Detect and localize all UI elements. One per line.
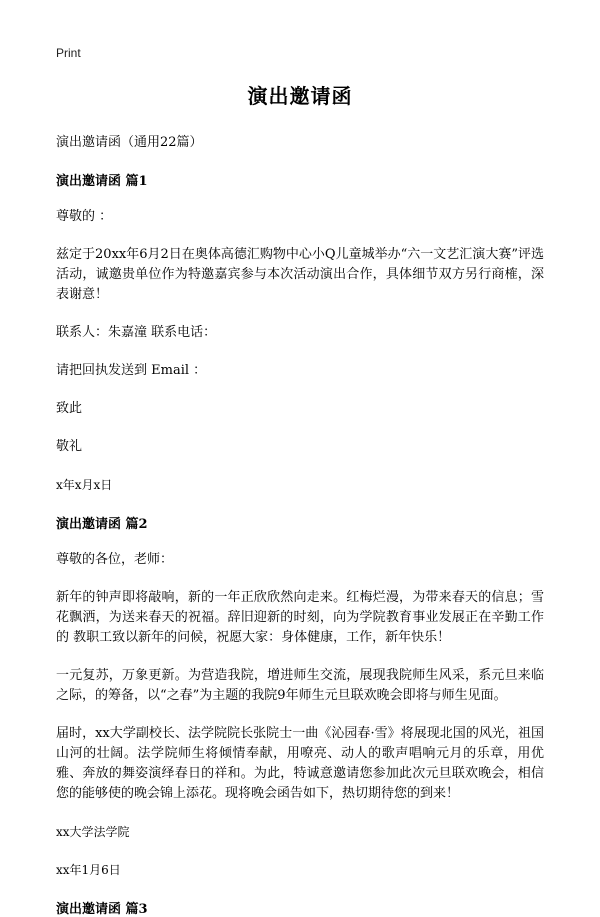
salutation-2: 尊敬的各位，老师： bbox=[56, 552, 174, 567]
body-paragraph-2: 新年的钟声即将敲响，新的一年正欣欣然向走来。红梅烂漫，为带来春天的信息；雪花飘洒，为送来春天的祝福。辞旧迎新的时刻，向为学院教育事业发展正在辛勤工作的 教职工致以新年的问候，祝愿大家：身体健康，工作，新年快乐！ bbox=[56, 590, 544, 645]
signature-line: xx大学法学院 bbox=[56, 825, 130, 839]
print-link[interactable]: Print bbox=[56, 46, 81, 60]
section-heading-3: 演出邀请函 篇3 bbox=[56, 902, 148, 917]
document-subtitle: 演出邀请函（通用22篇） bbox=[56, 135, 203, 150]
section-heading-1: 演出邀请函 篇1 bbox=[56, 174, 148, 189]
closing-line-2: 敬礼 bbox=[56, 439, 83, 454]
body-paragraph-3: 一元复苏，万象更新。为营造我院，增进师生交流，展现我院师生风采，系元旦来临之际，的筹备，以“之春”为主题的我院9年师生元旦联欢晚会即将与师生见面。 bbox=[56, 668, 544, 703]
page-title: 演出邀请函 bbox=[247, 84, 353, 108]
body-paragraph-4: 届时，xx大学副校长、法学院院长张院士一曲《沁园春·雪》将展现北国的风光，祖国山河的壮阔。法学院师生将倾情奉献，用嘹亮、动人的歌声唱响元月的乐章，用优雅、奔放的舞姿演绎春日的祥和。为此，特诚意邀请您参加此次元旦联欢晚会，相信您的能够使的晚会锦上添花。现将晚会函告如下，热切期待您的到来！ bbox=[56, 726, 544, 801]
closing-line-1: 致此 bbox=[56, 401, 83, 416]
date-line-1: x年x月x日 bbox=[56, 478, 113, 492]
salutation-1: 尊敬的 ： bbox=[56, 209, 113, 224]
email-line: 请把回执发送到 Email ： bbox=[56, 363, 207, 378]
date-line-2: xx年1月6日 bbox=[56, 863, 121, 877]
contact-line: 联系人：朱嘉潼 联系电话： bbox=[56, 325, 217, 340]
section-heading-2: 演出邀请函 篇2 bbox=[56, 517, 148, 532]
body-paragraph-1: 兹定于20xx年6月2日在奥体高德汇购物中心小Q儿童城举办“六一文艺汇演大赛”评选活动，诚邀贵单位作为特邀嘉宾参与本次活动演出合作，具体细节双方另行商榷，深表谢意！ bbox=[56, 247, 544, 302]
